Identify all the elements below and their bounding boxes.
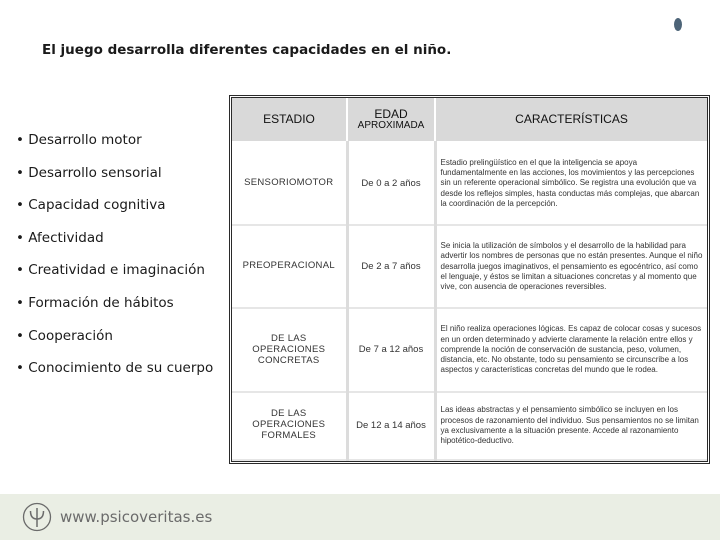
header-age-line1: EDAD	[374, 106, 408, 121]
stage-cell: PREOPERACIONAL	[232, 225, 347, 308]
piaget-stages-table	[232, 98, 707, 461]
stage-cell: SENSORIOMOTOR	[232, 142, 347, 225]
header-age-line2: APROXIMADA	[357, 119, 425, 131]
list-item: • Creatividad e imaginación	[16, 262, 205, 279]
table-row	[232, 308, 707, 391]
header-stage: ESTADIO	[232, 98, 347, 142]
capacities-list	[16, 124, 231, 385]
header-age	[347, 98, 435, 142]
footer-bar	[0, 494, 720, 540]
header-characteristics: CARACTERÍSTICAS	[435, 98, 707, 142]
stages-table-frame	[229, 95, 710, 464]
list-item: • Desarrollo sensorial	[16, 164, 162, 181]
list-item: • Cooperación	[16, 327, 113, 344]
list-item: • Afectividad	[16, 229, 104, 246]
decorative-dot	[674, 18, 682, 31]
list-item: • Formación de hábitos	[16, 294, 174, 311]
description-cell: Se inicia la utilización de símbolos y el desarrollo de la habilidad para advertir los nombres de personas que no están presentes. Aunque el niño desarrolla juegos imaginativos, el pensamiento es egocéntrico, así como el lenguaje, y éstos se limitan a situaciones concretas y al momento que vive, con ausencia de operaciones reversibles.	[435, 225, 707, 308]
stage-cell: DE LAS OPERACIONES FORMALES	[232, 392, 347, 460]
table-row	[232, 392, 707, 460]
table-row	[232, 225, 707, 308]
list-item: • Capacidad cognitiva	[16, 197, 166, 214]
stage-cell: DE LAS OPERACIONES CONCRETAS	[232, 308, 347, 391]
site-url[interactable]: www.psicoveritas.es	[60, 508, 213, 526]
list-item: • Conocimiento de su cuerpo	[16, 360, 214, 377]
slide-title: El juego desarrolla diferentes capacidades en el niño.	[42, 42, 452, 58]
table-row	[232, 142, 707, 225]
age-cell: De 2 a 7 años	[347, 225, 435, 308]
age-cell: De 0 a 2 años	[347, 142, 435, 225]
description-cell: Estadio prelingüístico en el que la inteligencia se apoya fundamentalmente en las acciones, los movimientos y las percepciones sin un referente operacional simbólico. Se registra una evolución que va desde los reflejos simples, hasta conductas más complejas, que abarcan la coordinación de la percepción.	[435, 142, 707, 225]
table-header-row	[232, 98, 707, 142]
age-cell: De 7 a 12 años	[347, 308, 435, 391]
description-cell: El niño realiza operaciones lógicas. Es capaz de colocar cosas y sucesos en un orden determinado y advierte claramente la relación entre ellos y comprende la noción de conservación de sustancia, peso, volumen, distancia, etc. No obstante, todo su pensamiento se circunscribe a los aspectos y características concretas del mundo que le rodea.	[435, 308, 707, 391]
list-item: • Desarrollo motor	[16, 132, 142, 148]
psi-symbol-icon	[22, 502, 52, 532]
description-cell: Las ideas abstractas y el pensamiento simbólico se incluyen en los procesos de razonamiento del individuo. Sus pensamientos no se limitan ya exclusivamente a la situación presente. Accede al razonamiento hipotético-deductivo.	[435, 392, 707, 460]
age-cell: De 12 a 14 años	[347, 392, 435, 460]
